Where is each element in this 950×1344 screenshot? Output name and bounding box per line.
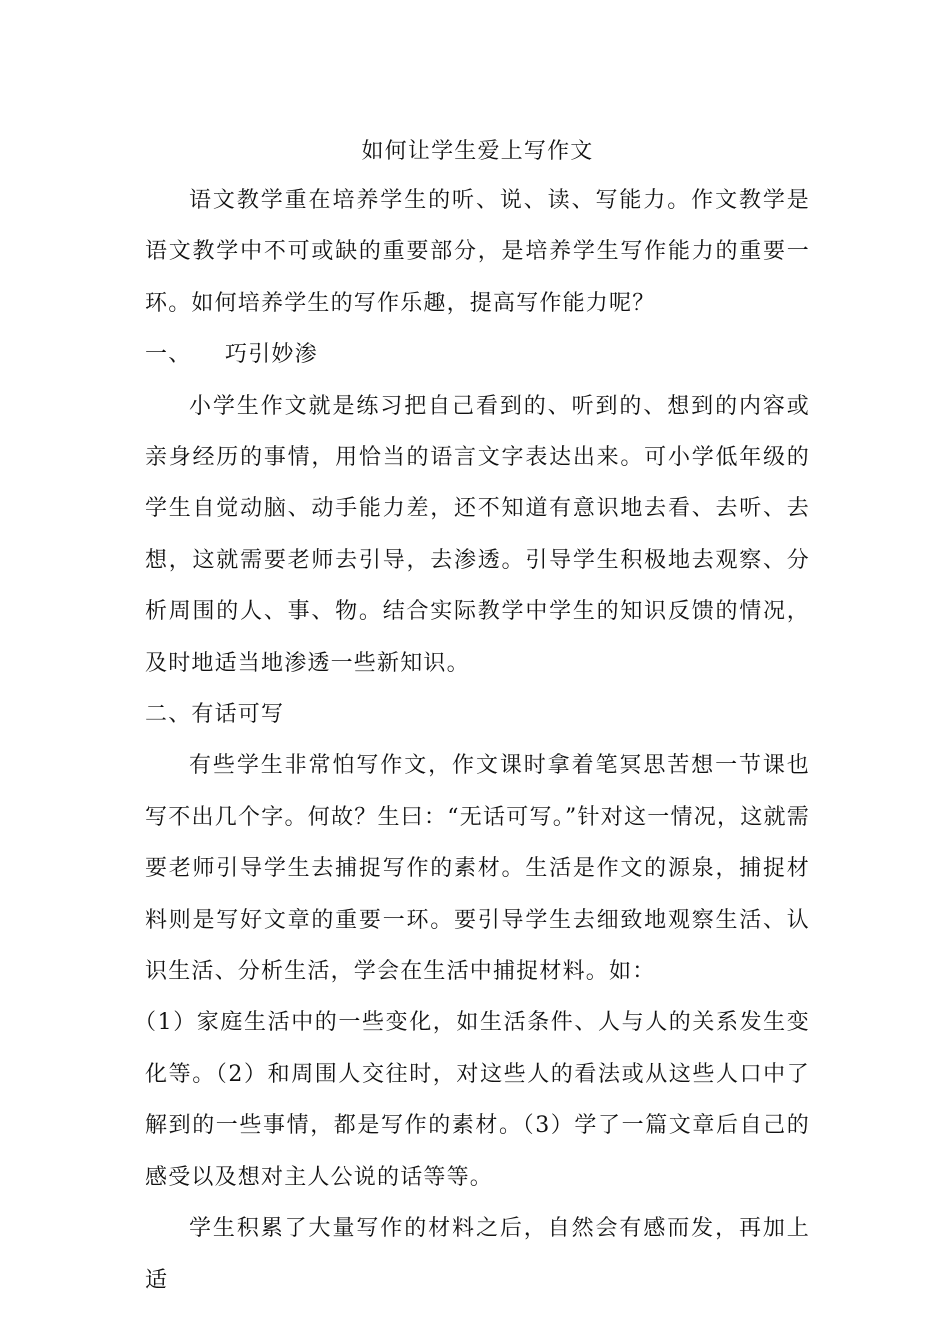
section-1-title: 巧引妙渗 — [225, 342, 318, 368]
section-1-paragraph: 小学生作文就是练习把自己看到的、听到的、想到的内容或亲身经历的事情，用恰当的语言文字表达出来。可小学低年级的学生自觉动脑、动手能力差，还不知道有意识地去看、去听、去想，这就需要老师去引导，去渗透。引导学生积极地去观察、分析周围的人、事、物。结合实际教学中学生的知识反馈的情况，及时地适当地渗透一些新知识。 — [145, 393, 810, 676]
document-body — [134, 129, 810, 1306]
section-1-number: 一、 — [145, 342, 192, 368]
section-2-paragraph: 有些学生非常怕写作文，作文课时拿着笔冥思苦想一节课也写不出几个字。何故？生曰：“无话可写。”针对这一情况，这就需要老师引导学生去捕捉写作的素材。生活是作文的源泉，捕捉材料则是写好文章的重要一环。要引导学生去细致地观察生活、认识生活、分析生活，学会在生活中捕捉材料。如： — [145, 753, 810, 985]
section-2-number: 二、 — [145, 702, 192, 728]
section-2-examples: （1）家庭生活中的一些变化，如生活条件、人与人的关系发生变化等。（2）和周围人交往时，对这些人的看法或从这些人口中了解到的一些事情，都是写作的素材。（3）学了一篇文章后自己的感受以及想对主人公说的话等等。 — [134, 1010, 810, 1190]
section-2-title: 有话可写 — [191, 702, 285, 728]
section-2-closing-paragraph: 学生积累了大量写作的材料之后，自然会有感而发，再加上适 — [145, 1216, 810, 1293]
intro-paragraph: 语文教学重在培养学生的听、说、读、写能力。作文教学是语文教学中不可或缺的重要部分，是培养学生写作能力的重要一环。如何培养学生的写作乐趣，提高写作能力呢？ — [145, 188, 810, 316]
document-title: 如何让学生爱上写作文 — [361, 139, 594, 164]
section-1-heading — [145, 329, 810, 380]
section-2-heading — [145, 689, 810, 740]
